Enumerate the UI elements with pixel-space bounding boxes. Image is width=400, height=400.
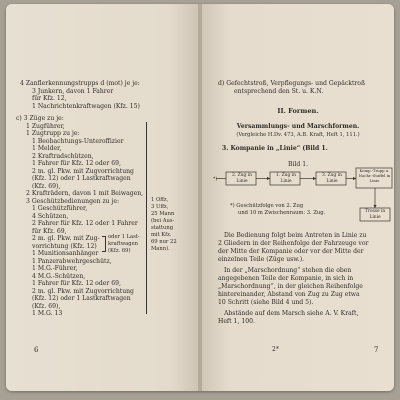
text-line: 1 M.G. 13: [32, 310, 63, 317]
book-spread: [6, 4, 394, 391]
text-line: 2 Kraftradschützen,: [32, 153, 94, 160]
text-line: 1 Zugführer,: [26, 123, 65, 130]
paragraph-line: einzelnen Teile (Züge usw.).: [218, 256, 305, 263]
footnote: *) Geschützfolge von 2. Zug: [230, 203, 304, 209]
text-line: d) Gefechtstroß, Verpflegungs- und Gepäcktroß: [218, 80, 366, 87]
side-note: 69 nur 22: [151, 239, 177, 245]
side-note: (Kfz. 69): [108, 248, 131, 254]
paragraph-line: Die Bedienung folgt beim Antreten in Linie zu: [224, 232, 367, 239]
side-note: stattung: [151, 225, 174, 231]
text-line: 2 m. gl. Pkw. mit Zugvorrichtung: [32, 168, 134, 175]
text-line: 3 Geschützbedienungen zu je:: [26, 198, 120, 205]
text-line: (Kfz. 12) oder 1 Lastkraftwagen: [32, 175, 131, 182]
side-note: mit Kfz.: [151, 232, 172, 238]
text-line: 2 m. gl. Pkw. mit Zugvorrichtung: [32, 288, 134, 295]
signature-mark: 2*: [272, 346, 279, 353]
text-line: 4 M.G.-Schützen,: [32, 273, 86, 280]
subsection-title: Versammlungs- und Marschformen.: [236, 123, 360, 130]
box-label: Komp.-Trupp u. Nachr.-Staffel in Linie: [358, 168, 391, 183]
section-title: II. Formen.: [277, 107, 319, 115]
page-number: 7: [374, 346, 379, 354]
text-line: (Kfz. 69),: [32, 303, 61, 310]
svg-text:*): *): [213, 176, 218, 182]
paragraph-line: 10 Schritt (siehe Bild 4 und 5).: [218, 299, 314, 306]
figure-title: Bild 1.: [287, 161, 309, 168]
box-label: Trosse in Linie: [364, 209, 386, 220]
text-line: 4 Schützen,: [32, 213, 69, 220]
right-page: [202, 4, 394, 391]
paragraph-line: hintereinander, Abstand von Zug zu Zug etwa: [218, 291, 360, 298]
paragraph-line: „Marschordnung“, in der gleichen Reihenfolge: [218, 283, 363, 290]
text-line: entsprechend den St. u. K.N.: [234, 88, 324, 95]
text-line: 1 Panzerabwehrgeschütz,: [32, 258, 112, 265]
side-note: 3 Uffz,: [151, 204, 169, 210]
text-line: 2 Fahrer für Kfz. 12 oder 1 Fahrer: [32, 220, 138, 227]
side-note: Mann).: [151, 246, 170, 252]
text-line: 1 Munitionsanhänger: [32, 250, 99, 257]
text-line: 1 Fahrer für Kfz. 12 oder 69,: [32, 160, 121, 167]
side-note: (bei Aus-: [151, 218, 175, 224]
box-label: 2. Zug in Linie: [232, 173, 252, 184]
formation-diagram: [202, 4, 394, 264]
paragraph-line: Heft 1, 100.: [218, 318, 255, 325]
paragraph-line: Abstände auf dem Marsch siehe A. V. Kraft,: [224, 310, 359, 317]
text-line: 1 M.G.-Führer,: [32, 265, 78, 272]
text-line: 1 Geschützführer,: [32, 205, 88, 212]
paragraph-line: In der „Marschordnung“ stehen die oben: [224, 267, 352, 274]
footnote: und 10 m Zwischenraum: 3. Zug.: [238, 210, 326, 216]
reference-note: (Vergleiche H.Dv. 473, A.B. Kraft, Heft 1, 111.): [236, 132, 360, 138]
text-line: 3 Junkern, davon 1 Fahrer: [32, 88, 114, 95]
text-line: 1 Melder,: [32, 145, 62, 152]
text-line: für Kfz. 12,: [32, 95, 67, 102]
text-line: c) 3 Züge zu je:: [16, 115, 64, 122]
paragraph-line: 2 Gliedern in der Reihenfolge der Fahrzeuge vor: [218, 240, 369, 247]
box-label: 1. Zug in Linie: [276, 173, 296, 184]
text-line: 1 Zugtrupp zu je:: [26, 130, 80, 137]
text-line: 1 Nachrichtenkraftwagen (Kfz. 15): [32, 103, 140, 110]
text-line: 2 Krafträdern, davon 1 mit Beiwagen,: [26, 190, 144, 197]
paragraph-line: angegebenen Teile der Kompanie, in sich in: [218, 275, 354, 282]
text-line: 1 Fahrer für Kfz. 12 oder 69,: [32, 280, 121, 287]
brace-line: [146, 122, 147, 314]
text-line: vorrichtung (Kfz. 12): [32, 243, 97, 250]
heading: 3. Kompanie in „Linie“ (Bild 1.: [222, 145, 328, 152]
text-line: (Kfz. 69),: [32, 183, 61, 190]
text-line: (Kfz. 12) oder 1 Lastkraftwagen: [32, 295, 131, 302]
box-label: 3. Zug in Linie: [322, 173, 342, 184]
text-line: 4 Zanflerkennungstrupps d (mot) je je:: [20, 80, 140, 87]
side-note: 1 Offz,: [151, 197, 169, 203]
side-note: oder 1 Last-: [108, 234, 140, 240]
brace: [102, 236, 106, 252]
side-note: kraftwagen: [108, 241, 138, 247]
page-number: 6: [34, 346, 39, 354]
text-line: 1 Beobachtungs-Unteroffizier: [32, 138, 124, 145]
text-line: für Kfz. 69,: [32, 228, 67, 235]
side-note: 25 Mann: [151, 211, 175, 217]
text-line: 2 m. gl. Pkw. mit Zug-: [32, 235, 100, 242]
paragraph-line: der Mitte der Kompanie oder vor der Mitte der: [218, 248, 364, 255]
left-page: [6, 4, 198, 391]
